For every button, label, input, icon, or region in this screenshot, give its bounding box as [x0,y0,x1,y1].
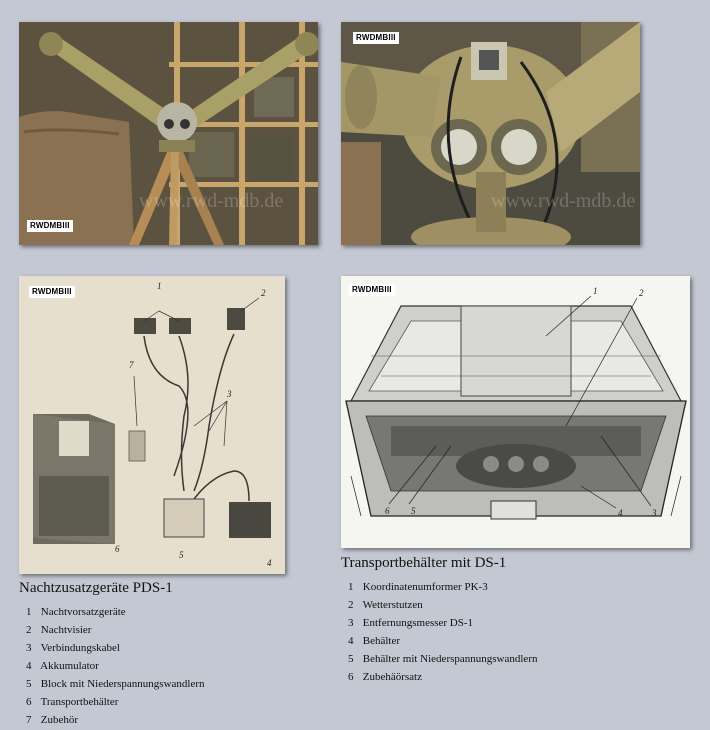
item-label: Akkumulator [40,660,99,672]
item-number: 5 [26,678,32,690]
photo-badge: RWDMBIII [29,286,75,298]
list-item [26,603,205,621]
fig-label-4: 4 [267,558,272,568]
watermark: www.rwd-mdb.de [491,190,636,212]
fig-label-6: 6 [385,506,390,516]
fig-label-5: 5 [411,506,416,516]
fig-label-2: 2 [639,288,644,298]
item-label: Behälter mit Niederspannungswandlern [362,653,538,665]
item-label: Nachtvisier [40,624,92,636]
item-number: 6 [26,696,32,708]
fig-label-2: 2 [261,288,266,298]
item-label: Entfernungsmesser DS-1 [362,617,474,629]
item-number: 6 [348,671,354,683]
photo-badge: RWDMBIII [27,220,73,232]
item-number: 1 [348,581,354,593]
item-label: Zubehör [40,714,79,726]
item-number: 2 [348,599,354,611]
list-item [26,621,205,639]
photo-badge: RWDMBIII [353,32,399,44]
fig-label-7: 7 [129,360,134,370]
list-item [26,675,205,693]
item-number: 4 [348,635,354,647]
ds1-case-diagram-image [341,276,690,548]
list-item [348,596,537,614]
item-label: Block mit Niederspannungswandlern [40,678,205,690]
item-label: Zubehäörsatz [362,671,422,683]
fig-label-6: 6 [115,544,120,554]
item-label: Verbindungskabel [40,642,120,654]
photo-rangefinder-tripod [19,22,318,245]
item-number: 1 [26,606,32,618]
item-number: 5 [348,653,354,665]
ds1-caption [341,555,537,686]
list-item [26,711,205,729]
list-item [26,693,205,711]
pds1-caption-title: Nachtzusatzgeräte PDS-1 [19,580,173,596]
list-item [26,657,205,675]
list-item [348,614,537,632]
ds1-caption-title: Transportbehälter mit DS-1 [341,555,507,571]
list-item [348,650,537,668]
photo-badge: RWDMBIII [349,284,395,296]
fig-label-3: 3 [652,508,657,518]
item-number: 2 [26,624,32,636]
item-label: Behälter [362,635,401,647]
list-item [348,578,537,596]
item-label: Transportbehälter [40,696,119,708]
item-label: Wetterstutzen [362,599,423,611]
photo-ds1-case-diagram [341,276,690,548]
item-number: 7 [26,714,32,726]
item-label: Koordinatenumformer PK-3 [362,581,488,593]
fig-label-5: 5 [179,550,184,560]
photo-eyepiece-closeup [341,22,640,245]
list-item [26,639,205,657]
pds1-caption [19,580,205,729]
watermark: www.rwd-mdb.de [139,190,284,212]
pds1-parts-list [19,603,205,729]
item-number: 3 [26,642,32,654]
list-item [348,632,537,650]
fig-label-3: 3 [227,389,232,399]
fig-label-1: 1 [157,281,162,291]
item-number: 4 [26,660,32,672]
list-item [348,668,537,686]
fig-label-4: 4 [618,508,623,518]
item-label: Nachtvorsatzgeräte [40,606,126,618]
photo-pds1-diagram [19,276,285,574]
fig-label-1: 1 [593,286,598,296]
pds1-diagram-image [19,276,285,574]
ds1-parts-list [341,578,537,686]
item-number: 3 [348,617,354,629]
